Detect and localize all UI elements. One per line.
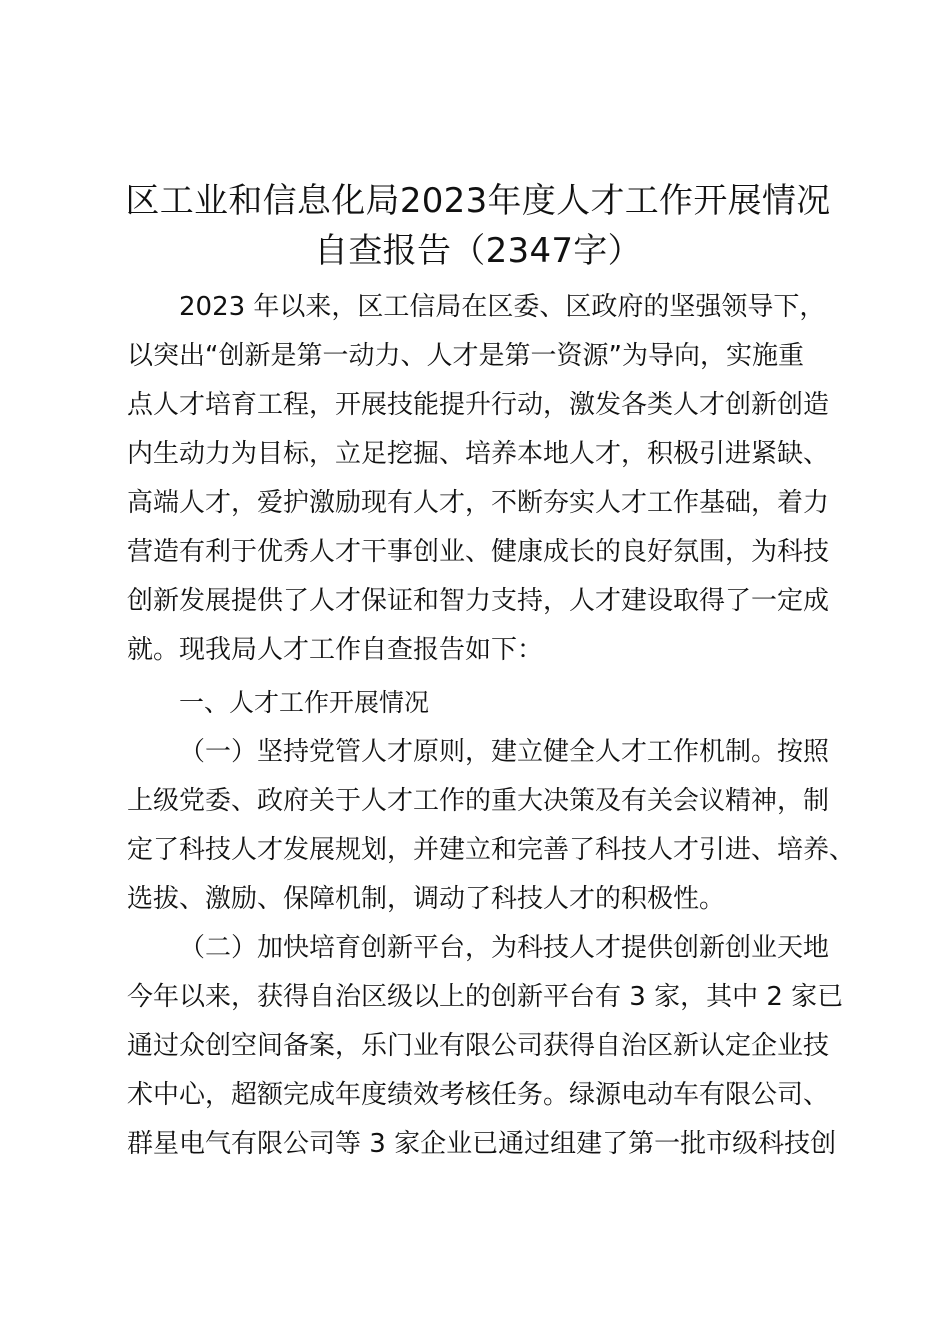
body-line: （一）坚持党管人才原则，建立健全人才工作机制。按照 (179, 737, 830, 767)
body-line: 内生动力为目标，立足挖掘、培养本地人才，积极引进紧缺、 (127, 439, 830, 469)
body-line: 定了科技人才发展规划，并建立和完善了科技人才引进、培养、 (127, 835, 856, 865)
body-line: 通过众创空间备案，乐门业有限公司获得自治区新认定企业技 (127, 1031, 830, 1061)
body-line: 选拔、激励、保障机制，调动了科技人才的积极性。 (127, 884, 726, 914)
body-line: 创新发展提供了人才保证和智力支持，人才建设取得了一定成 (127, 586, 830, 616)
body-line: 点人才培育工程，开展技能提升行动，激发各类人才创新创造 (127, 390, 830, 420)
section-heading: 一、人才工作开展情况 (179, 688, 430, 717)
body-line: 术中心，超额完成年度绩效考核任务。绿源电动车有限公司、 (127, 1080, 830, 1110)
body-line: 上级党委、政府关于人才工作的重大决策及有关会议精神，制 (127, 786, 830, 816)
body-line: 高端人才，爱护激励现有人才，不断夯实人才工作基础，着力 (127, 488, 830, 518)
body-line: 营造有利于优秀人才干事创业、健康成长的良好氛围，为科技 (127, 537, 830, 567)
body-line: 就。现我局人才工作自查报告如下： (127, 635, 544, 665)
body-line: 今年以来，获得自治区级以上的创新平台有 3 家，其中 2 家已 (127, 982, 844, 1012)
body-line: 以突出“创新是第一动力、人才是第一资源”为导向，实施重 (127, 341, 804, 371)
body-line: 2023 年以来，区工信局在区委、区政府的坚强领导下， (179, 292, 826, 322)
body-line: 群星电气有限公司等 3 家企业已通过组建了第一批市级科技创 (127, 1129, 837, 1159)
document-title: 区工业和信息化局2023年度人才工作开展情况自查报告（2347字） (125, 181, 831, 271)
body-line: （二）加快培育创新平台，为科技人才提供创新创业天地 (179, 933, 830, 963)
